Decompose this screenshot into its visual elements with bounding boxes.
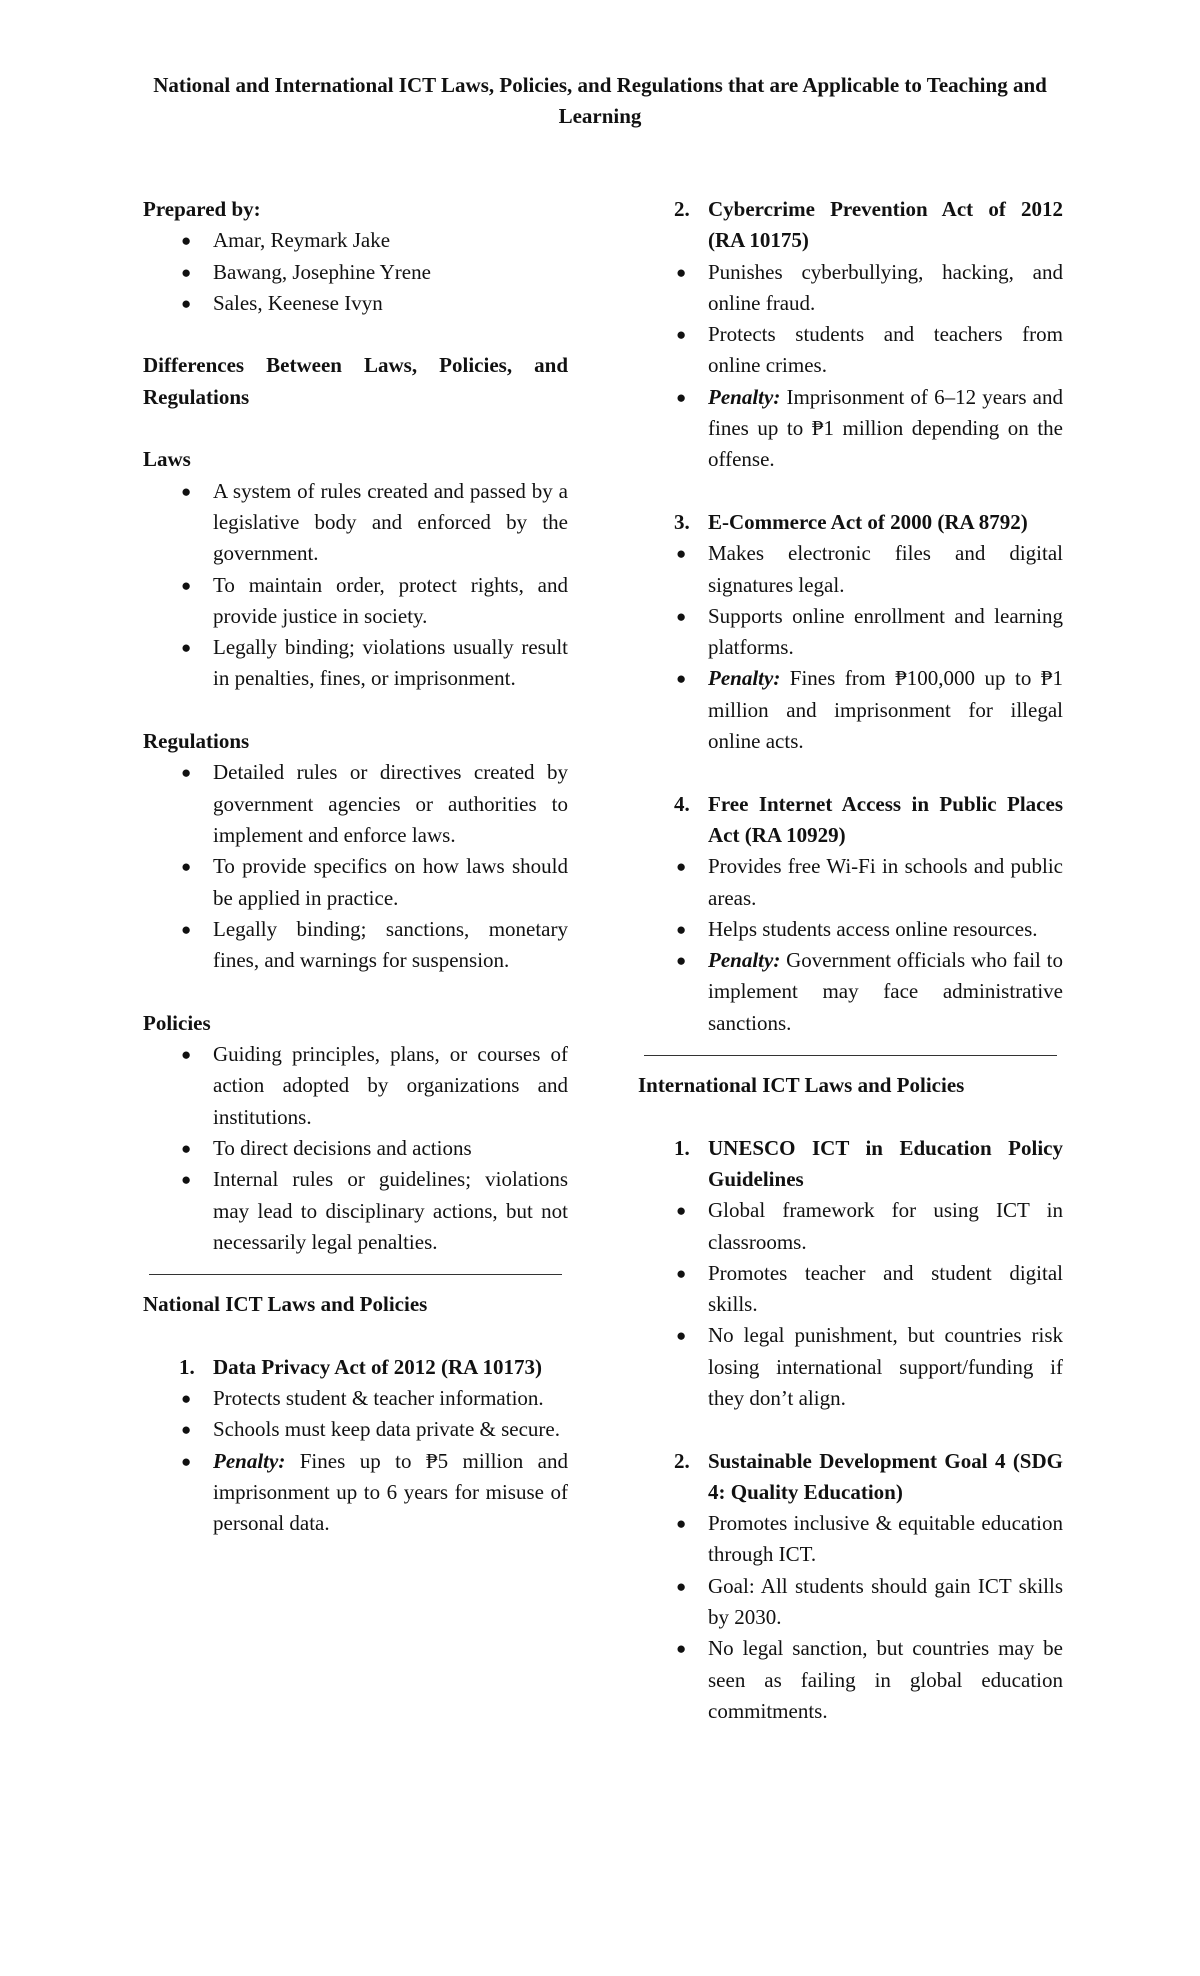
- section-divider: [149, 1274, 562, 1275]
- law-title-text: Data Privacy Act of 2012 (RA 10173): [213, 1354, 542, 1379]
- list-item: ● Makes electronic files and digital signatures legal.: [638, 538, 1063, 601]
- list-item: ● Helps students access online resources.: [638, 914, 1063, 945]
- penalty-label: Penalty:: [213, 1448, 286, 1473]
- policies-list: [143, 1039, 568, 1258]
- national-heading: National ICT Laws and Policies: [143, 1292, 428, 1317]
- law-number: 4.: [674, 791, 690, 816]
- penalty-item: [638, 382, 1063, 476]
- list-item: ● No legal sanction, but countries may be seen as failing in global education commitments.: [638, 1633, 1063, 1727]
- list-item: ● Internal rules or guidelines; violations may lead to disciplinary actions, but not necessarily legal penalties.: [143, 1164, 568, 1258]
- policy-title: [638, 1446, 1063, 1509]
- law-number: 3.: [674, 509, 690, 534]
- policies-label: Policies: [143, 1010, 211, 1035]
- list-item: ● Goal: All students should gain ICT skills by 2030.: [638, 1571, 1063, 1634]
- penalty-item: [638, 663, 1063, 757]
- law-title: [638, 194, 1063, 257]
- author-item: ● Bawang, Josephine Yrene: [143, 257, 568, 288]
- law-title-text: E-Commerce Act of 2000 (RA 8792): [708, 509, 1028, 534]
- law-title-text: Cybercrime Prevention Act of 2012 (RA 10175): [708, 197, 1063, 253]
- penalty-item: [143, 1446, 568, 1540]
- law-title: [638, 507, 1063, 538]
- penalty-item: [638, 945, 1063, 1039]
- list-item: ● Provides free Wi-Fi in schools and public areas.: [638, 851, 1063, 914]
- list-item: ● To maintain order, protect rights, and provide justice in society.: [143, 570, 568, 633]
- laws-label: Laws: [143, 447, 191, 472]
- policy-title-text: UNESCO ICT in Education Policy Guidelines: [708, 1135, 1063, 1191]
- list-item: ● Promotes teacher and student digital skills.: [638, 1258, 1063, 1321]
- list-item: ● Protects student & teacher information.: [143, 1383, 568, 1414]
- law-title-text: Free Internet Access in Public Places Act (RA 10929): [708, 791, 1063, 847]
- list-item: ● To provide specifics on how laws should be applied in practice.: [143, 851, 568, 914]
- authors-list: [143, 225, 568, 319]
- policy-items: [638, 1195, 1063, 1414]
- law-items: [638, 257, 1063, 476]
- penalty-label: Penalty:: [708, 948, 781, 973]
- policy-title-text: Sustainable Development Goal 4 (SDG 4: Quality Education): [708, 1448, 1063, 1504]
- list-item: ● Supports online enrollment and learning platforms.: [638, 601, 1063, 664]
- penalty-text: Fines from ₱100,000 up to ₱1 million and imprisonment for illegal online acts.: [708, 666, 1063, 754]
- penalty-label: Penalty:: [708, 666, 781, 691]
- prepared-by-label: Prepared by:: [143, 197, 261, 221]
- list-item: ● Promotes inclusive & equitable education through ICT.: [638, 1508, 1063, 1571]
- list-item: ● Schools must keep data private & secure.: [143, 1414, 568, 1445]
- policy-title: [638, 1133, 1063, 1196]
- list-item: ● Guiding principles, plans, or courses of action adopted by organizations and institutions.: [143, 1039, 568, 1133]
- policy-number: 1.: [674, 1135, 690, 1160]
- law-items: [638, 538, 1063, 757]
- section-divider: [644, 1055, 1057, 1056]
- list-item: ● Detailed rules or directives created by government agencies or authorities to implement and enforce laws.: [143, 757, 568, 851]
- right-column: [638, 194, 1063, 1727]
- author-item: ● Amar, Reymark Jake: [143, 225, 568, 256]
- author-item: ● Sales, Keenese Ivyn: [143, 288, 568, 319]
- regulations-label: Regulations: [143, 729, 250, 754]
- list-item: ● Legally binding; sanctions, monetary fines, and warnings for suspension.: [143, 914, 568, 977]
- law-items: [638, 851, 1063, 1039]
- policy-number: 2.: [674, 1448, 690, 1473]
- international-heading: International ICT Laws and Policies: [638, 1073, 965, 1098]
- penalty-text: Government officials who fail to implement may face administrative sanctions.: [708, 948, 1063, 1035]
- penalty-label: Penalty:: [708, 384, 781, 409]
- penalty-text: Fines up to ₱5 million and imprisonment up to 6 years for misuse of personal data.: [213, 1448, 568, 1536]
- law-number: 2.: [674, 197, 690, 221]
- list-item: ● Punishes cyberbullying, hacking, and online fraud.: [638, 257, 1063, 320]
- list-item: ● Global framework for using ICT in classrooms.: [638, 1195, 1063, 1258]
- law-title: [143, 1352, 568, 1383]
- list-item: ● No legal punishment, but countries risk losing international support/funding if they don’t align.: [638, 1320, 1063, 1414]
- list-item: ● A system of rules created and passed by a legislative body and enforced by the government.: [143, 476, 568, 570]
- list-item: ● Protects students and teachers from online crimes.: [638, 319, 1063, 382]
- penalty-text: Imprisonment of 6–12 years and fines up to ₱1 million depending on the offense.: [708, 384, 1063, 472]
- law-number: 1.: [179, 1354, 195, 1379]
- laws-list: [143, 476, 568, 695]
- list-item: ● To direct decisions and actions: [143, 1133, 568, 1164]
- policy-items: [638, 1508, 1063, 1727]
- list-item: ● Legally binding; violations usually result in penalties, fines, or imprisonment.: [143, 632, 568, 695]
- regulations-list: [143, 757, 568, 976]
- document-title: National and International ICT Laws, Policies, and Regulations that are Applicable to Teaching and Learning: [153, 73, 1047, 128]
- law-items: [143, 1383, 568, 1539]
- differences-heading: Differences Between Laws, Policies, and Regulations: [143, 353, 568, 409]
- law-title: [638, 789, 1063, 852]
- left-column: [143, 194, 568, 1539]
